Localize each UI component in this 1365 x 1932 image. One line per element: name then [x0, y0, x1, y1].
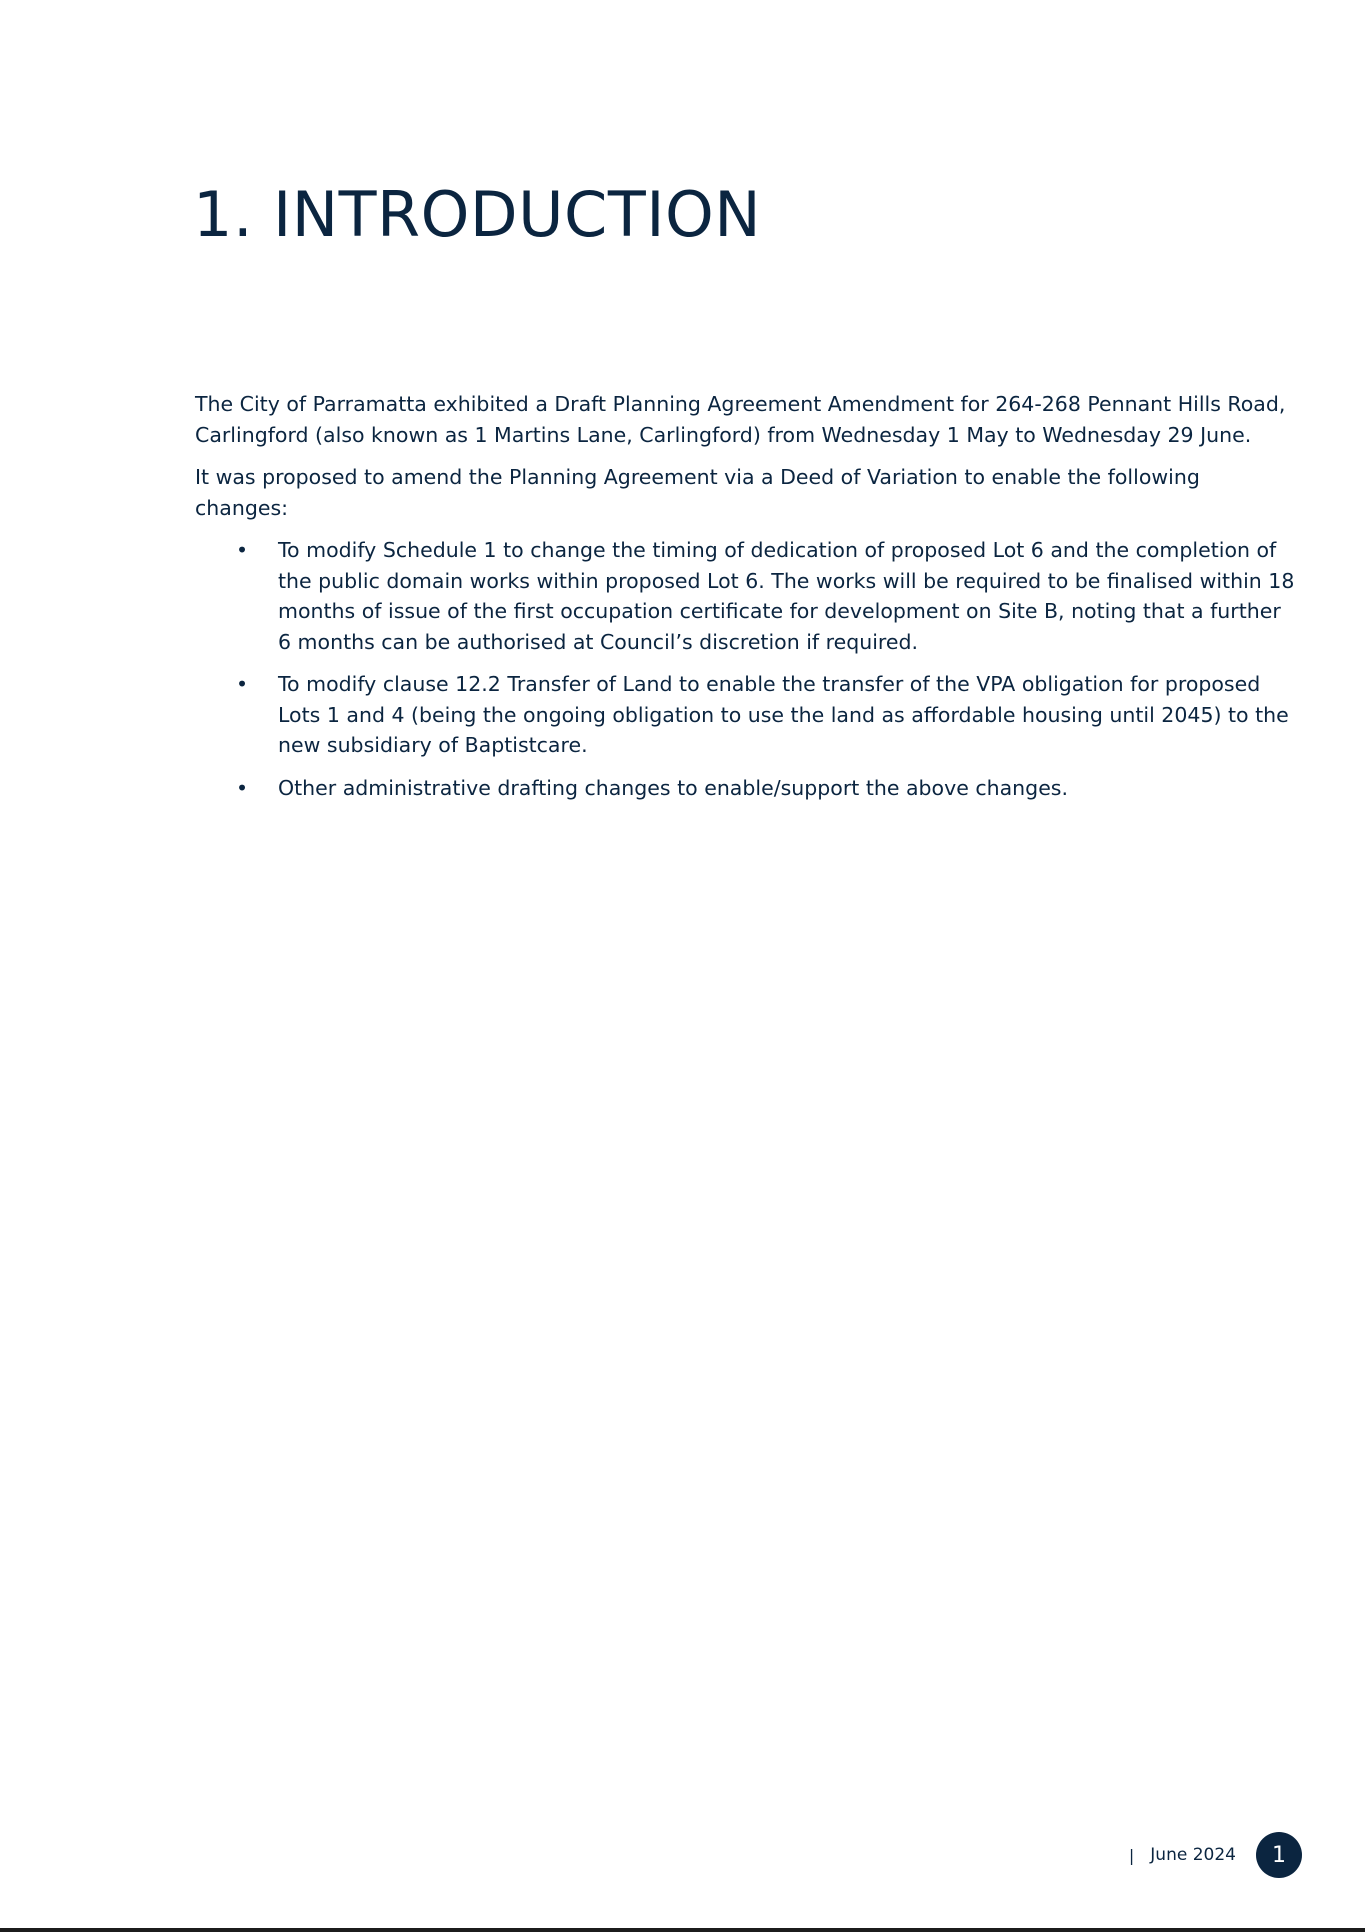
- section-heading: [193, 178, 761, 251]
- footer-separator: |: [1128, 1845, 1135, 1865]
- footer-date: June 2024: [1150, 1845, 1236, 1865]
- paragraph-proposal: It was proposed to amend the Planning Agreement via a Deed of Variation to enable the following changes:: [195, 465, 1200, 520]
- bullet-icon: •: [236, 775, 249, 800]
- section-title: INTRODUCTION: [273, 178, 762, 251]
- section-number: 1.: [193, 178, 254, 251]
- page-footer: [1129, 1832, 1302, 1878]
- bullet-icon: •: [236, 538, 249, 562]
- paragraph-intro: The City of Parramatta exhibited a Draft Planning Agreement Amendment for 264-268 Pennant Hills Road, Carlingford (also known as 1 Martins Lane, Carlingford) from Wednesday 1 May to Wednesday 29 June.: [195, 392, 1286, 447]
- list-item-text: To modify clause 12.2 Transfer of Land to enable the transfer of the VPA obligation for proposed Lots 1 and 4 (being the ongoing obligation to use the land as affordable housing until 2045) to the new subsidiary of Baptistcare.: [278, 672, 1289, 757]
- page-number-badge: 1: [1256, 1832, 1302, 1878]
- body-text: [195, 389, 1295, 815]
- bottom-divider: [0, 1928, 1365, 1932]
- list-item: [195, 669, 1295, 761]
- list-item: [195, 773, 1295, 804]
- changes-list: [195, 535, 1295, 803]
- list-item-text: To modify Schedule 1 to change the timing of dedication of proposed Lot 6 and the completion of the public domain works within proposed Lot 6. The works will be required to be finalised within 18 months of issue of the first occupation certificate for development on Site B, noting that a further 6 months can be authorised at Council’s discretion if required.: [278, 538, 1295, 654]
- list-item: [195, 535, 1295, 657]
- bullet-icon: •: [236, 672, 249, 696]
- list-item-text: Other administrative drafting changes to enable/support the above changes.: [278, 775, 1069, 800]
